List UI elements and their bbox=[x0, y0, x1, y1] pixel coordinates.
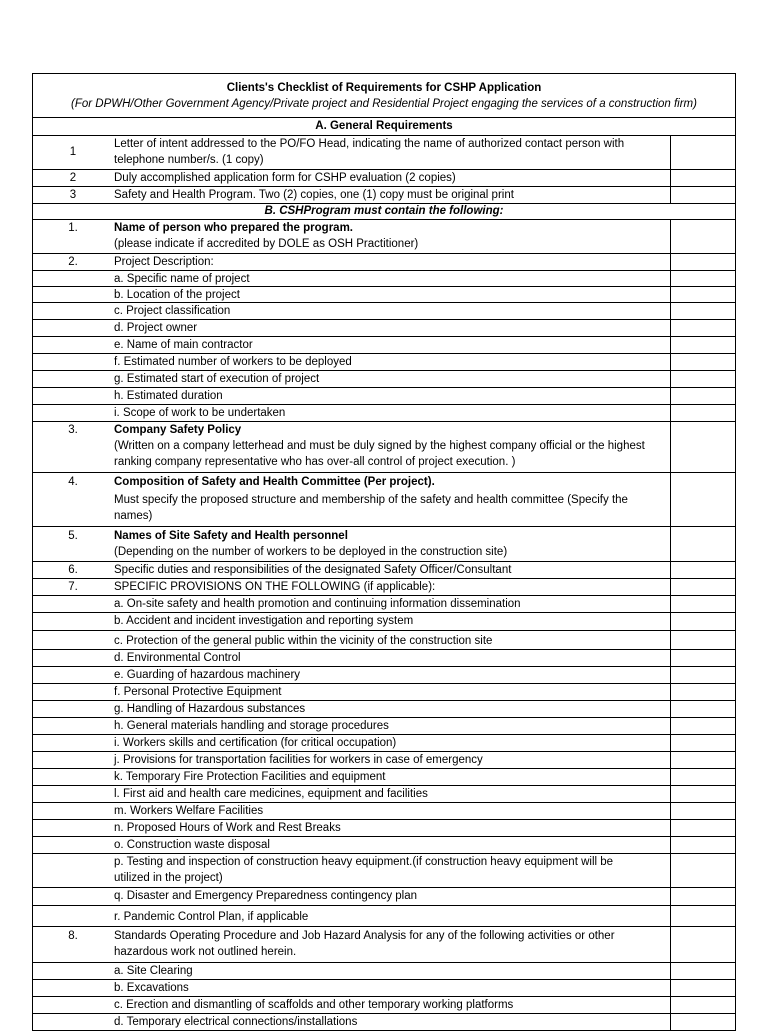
sub-item-text: q. Disaster and Emergency Preparedness contingency plan bbox=[113, 888, 671, 905]
checkbox[interactable] bbox=[671, 337, 735, 353]
sub-row bbox=[33, 371, 735, 388]
sub-item-text: d. Project owner bbox=[113, 320, 671, 336]
sub-row bbox=[33, 631, 735, 650]
checkbox[interactable] bbox=[671, 388, 735, 404]
sub-item-text: i. Scope of work to be undertaken bbox=[113, 405, 671, 421]
program-row-1 bbox=[33, 220, 735, 254]
checkbox[interactable] bbox=[671, 631, 735, 649]
sub-item-text: p. Testing and inspection of construction heavy equipment.(if construction heavy equipment will be bbox=[114, 856, 614, 868]
sub-item-text: b. Location of the project bbox=[113, 287, 671, 302]
row-note: (Depending on the number of workers to be deployed in the construction site) bbox=[114, 546, 508, 558]
sub-row bbox=[33, 650, 735, 667]
general-row-2 bbox=[33, 170, 735, 187]
sub-item-text: l. First aid and health care medicines, equipment and facilities bbox=[113, 786, 671, 802]
general-row-3 bbox=[33, 187, 735, 204]
checkbox[interactable] bbox=[671, 287, 735, 302]
row-number: 6. bbox=[68, 564, 78, 576]
row-note: names) bbox=[114, 510, 153, 522]
sub-item-text: c. Erection and dismantling of scaffolds and other temporary working platforms bbox=[113, 997, 671, 1013]
row-note: (please indicate if accredited by DOLE as OSH Practitioner) bbox=[114, 238, 419, 250]
program-row-7 bbox=[33, 579, 735, 596]
sub-row bbox=[33, 287, 735, 303]
checkbox[interactable] bbox=[671, 752, 735, 768]
sub-item-text: h. General materials handling and storage procedures bbox=[113, 718, 671, 734]
sub-item-text: g. Estimated start of execution of project bbox=[113, 371, 671, 387]
sub-row bbox=[33, 820, 735, 837]
sub-row bbox=[33, 906, 735, 927]
checkbox[interactable] bbox=[671, 667, 735, 683]
sub-row bbox=[33, 405, 735, 422]
checkbox[interactable] bbox=[671, 1014, 735, 1030]
sub-item-text: i. Workers skills and certification (for critical occupation) bbox=[113, 735, 671, 751]
sub-item-text: f. Estimated number of workers to be deployed bbox=[113, 354, 671, 370]
checkbox[interactable] bbox=[671, 684, 735, 700]
program-row-5 bbox=[33, 527, 735, 562]
row-title: Name of person who prepared the program. bbox=[114, 222, 353, 234]
checkbox[interactable] bbox=[671, 837, 735, 853]
sub-item-text: utilized in the project) bbox=[114, 872, 223, 884]
row-title: Project Description: bbox=[113, 254, 671, 270]
row-title: Specific duties and responsibilities of the designated Safety Officer/Consultant bbox=[113, 562, 671, 578]
sub-item-text: d. Temporary electrical connections/installations bbox=[113, 1014, 671, 1030]
sub-row bbox=[33, 752, 735, 769]
sub-item-text: b. Excavations bbox=[113, 980, 671, 996]
sub-row bbox=[33, 354, 735, 371]
sub-row bbox=[33, 701, 735, 718]
program-row-2 bbox=[33, 254, 735, 271]
sub-item-text: r. Pandemic Control Plan, if applicable bbox=[113, 906, 671, 926]
sub-row bbox=[33, 997, 735, 1014]
section-b-title: B. CSHProgram must contain the following: bbox=[264, 205, 504, 217]
sub-row bbox=[33, 1014, 735, 1030]
row-note: Must specify the proposed structure and membership of the safety and health committee (Specify the bbox=[114, 494, 628, 506]
checkbox[interactable] bbox=[671, 303, 735, 319]
sub-row bbox=[33, 837, 735, 854]
checkbox[interactable] bbox=[671, 405, 735, 421]
checkbox[interactable] bbox=[671, 701, 735, 717]
row-text: telephone number/s. (1 copy) bbox=[114, 154, 264, 166]
row-title: hazardous work not outlined herein. bbox=[114, 946, 297, 958]
checkbox[interactable] bbox=[671, 803, 735, 819]
document-title: Clients's Checklist of Requirements for CSHP Application bbox=[226, 82, 542, 94]
row-number: 7. bbox=[68, 581, 78, 593]
sub-item-text: d. Environmental Control bbox=[113, 650, 671, 666]
checkbox[interactable] bbox=[671, 963, 735, 979]
sub-row bbox=[33, 735, 735, 752]
checkbox[interactable] bbox=[671, 422, 735, 472]
checkbox[interactable] bbox=[671, 980, 735, 996]
sub-item-text: f. Personal Protective Equipment bbox=[113, 684, 671, 700]
sub-item-text: a. Specific name of project bbox=[113, 271, 671, 286]
sub-row bbox=[33, 963, 735, 980]
checkbox[interactable] bbox=[671, 888, 735, 905]
row-number: 3. bbox=[68, 424, 78, 436]
section-a-heading bbox=[33, 118, 735, 136]
sub-item-text: o. Construction waste disposal bbox=[113, 837, 671, 853]
sub-item-text: m. Workers Welfare Facilities bbox=[113, 803, 671, 819]
checkbox[interactable] bbox=[671, 320, 735, 336]
sub-item-text: g. Handling of Hazardous substances bbox=[113, 701, 671, 717]
sub-row bbox=[33, 337, 735, 354]
sub-row bbox=[33, 613, 735, 631]
checkbox[interactable] bbox=[671, 170, 735, 186]
checkbox[interactable] bbox=[671, 854, 735, 887]
row-number: 2. bbox=[68, 256, 78, 268]
sub-row bbox=[33, 803, 735, 820]
checkbox[interactable] bbox=[671, 187, 735, 203]
row-number: 1 bbox=[69, 146, 77, 158]
sub-row bbox=[33, 388, 735, 405]
sub-row bbox=[33, 271, 735, 287]
checkbox[interactable] bbox=[671, 271, 735, 286]
sub-row bbox=[33, 667, 735, 684]
program-row-8 bbox=[33, 927, 735, 963]
checkbox[interactable] bbox=[671, 136, 735, 169]
sub-row bbox=[33, 320, 735, 337]
sub-row bbox=[33, 718, 735, 735]
checkbox[interactable] bbox=[671, 371, 735, 387]
sub-item-text: c. Project classification bbox=[113, 303, 671, 319]
checkbox[interactable] bbox=[671, 596, 735, 612]
sub-item-text: b. Accident and incident investigation and reporting system bbox=[113, 613, 671, 630]
row-text: Duly accomplished application form for CSHP evaluation (2 copies) bbox=[113, 170, 671, 186]
row-title: Standards Operating Procedure and Job Hazard Analysis for any of the following activities or other bbox=[114, 930, 615, 942]
sub-row bbox=[33, 980, 735, 997]
sub-row bbox=[33, 769, 735, 786]
row-text: Letter of intent addressed to the PO/FO Head, indicating the name of authorized contact person with bbox=[114, 138, 625, 150]
sub-row bbox=[33, 854, 735, 888]
section-b-heading bbox=[33, 204, 735, 220]
row-number: 5. bbox=[68, 530, 78, 542]
sub-item-text: a. Site Clearing bbox=[113, 963, 671, 979]
section-a-title: A. General Requirements bbox=[315, 120, 453, 132]
row-title: Company Safety Policy bbox=[114, 424, 242, 436]
checklist-header bbox=[33, 74, 735, 118]
sub-item-text: h. Estimated duration bbox=[113, 388, 671, 404]
sub-row bbox=[33, 786, 735, 803]
sub-item-text: n. Proposed Hours of Work and Rest Breaks bbox=[113, 820, 671, 836]
sub-row bbox=[33, 684, 735, 701]
sub-item-text: k. Temporary Fire Protection Facilities and equipment bbox=[113, 769, 671, 785]
checkbox[interactable] bbox=[671, 354, 735, 370]
checklist-table bbox=[32, 73, 736, 1031]
sub-row bbox=[33, 303, 735, 320]
row-number: 8. bbox=[68, 930, 78, 942]
row-text: Safety and Health Program. Two (2) copies, one (1) copy must be original print bbox=[113, 187, 671, 203]
checkbox[interactable] bbox=[671, 786, 735, 802]
row-note: (Written on a company letterhead and must be duly signed by the highest company official or the highest bbox=[114, 440, 645, 452]
checkbox[interactable] bbox=[671, 562, 735, 578]
general-row-1 bbox=[33, 136, 735, 170]
checkbox[interactable] bbox=[671, 735, 735, 751]
row-number: 2 bbox=[69, 172, 77, 184]
checkbox[interactable] bbox=[671, 650, 735, 666]
checkbox[interactable] bbox=[671, 820, 735, 836]
program-row-6 bbox=[33, 562, 735, 579]
checkbox[interactable] bbox=[671, 997, 735, 1013]
sub-item-text: e. Name of main contractor bbox=[113, 337, 671, 353]
row-title: SPECIFIC PROVISIONS ON THE FOLLOWING (if applicable): bbox=[113, 579, 671, 595]
row-number: 3 bbox=[69, 189, 77, 201]
sub-item-text: c. Protection of the general public within the vicinity of the construction site bbox=[113, 631, 671, 649]
document-subtitle: (For DPWH/Other Government Agency/Private project and Residential Project engaging the services of a construction firm) bbox=[71, 98, 697, 110]
row-note: ranking company representative who has over-all control of project execution. ) bbox=[114, 456, 516, 468]
checkbox[interactable] bbox=[671, 718, 735, 734]
row-title: Composition of Safety and Health Committee (Per project). bbox=[114, 476, 435, 488]
checkbox[interactable] bbox=[671, 473, 735, 526]
sub-row bbox=[33, 888, 735, 906]
sub-item-text: e. Guarding of hazardous machinery bbox=[113, 667, 671, 683]
checkbox[interactable] bbox=[671, 527, 735, 561]
sub-item-text: a. On-site safety and health promotion and continuing information dissemination bbox=[113, 596, 671, 612]
checkbox[interactable] bbox=[671, 220, 735, 253]
program-row-3 bbox=[33, 422, 735, 473]
row-number: 4. bbox=[68, 476, 78, 488]
checkbox[interactable] bbox=[671, 613, 735, 630]
sub-row bbox=[33, 596, 735, 613]
checkbox[interactable] bbox=[671, 769, 735, 785]
program-row-4 bbox=[33, 473, 735, 527]
row-number: 1. bbox=[68, 222, 78, 234]
checkbox[interactable] bbox=[671, 906, 735, 926]
row-title: Names of Site Safety and Health personnel bbox=[114, 530, 348, 542]
sub-item-text: j. Provisions for transportation facilities for workers in case of emergency bbox=[113, 752, 671, 768]
